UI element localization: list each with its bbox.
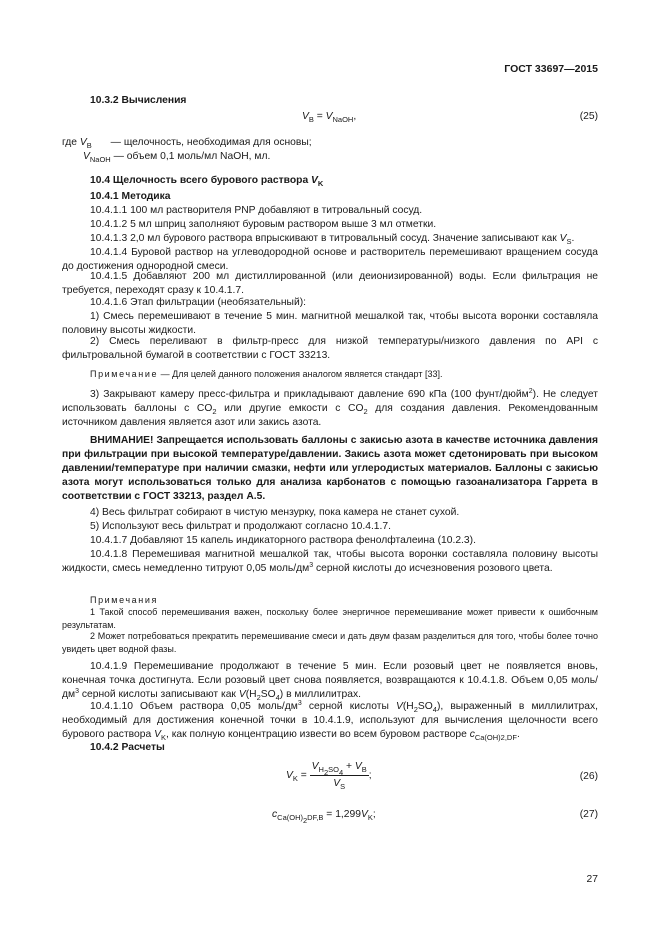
equation-26-fraction: $\frac{V_{H_2SO_4} + V_B}{V_S}$	[311, 761, 367, 791]
paragraph-step-4: 4) Весь фильтрат собирают в чистую мензурку, пока камера не станет сухой.	[90, 507, 460, 518]
section-heading-10-4-1: 10.4.1 Методика	[90, 191, 171, 202]
where-line-1: где $V_B$ — щелочность, необходимая для основы;	[62, 137, 312, 150]
paragraph-10-4-1-9: 10.4.1.9 Перемешивание продолжают в течение 5 мин. Если розовый цвет не появляется вновь, конечная точка достигнута. Если розовый цвет снова появляется, возвращаются к 10.4.1.8. Объем 0,05 моль/$дм^3$ серной кислоты записывают как $V(H_2SO_4)$ в миллилитрах.	[62, 661, 598, 702]
equation-26	[62, 760, 598, 796]
equation-25	[62, 110, 598, 128]
paragraph-10-4-1-10: 10.4.1.10 Объем раствора 0,05 моль/$дм^3$ серной кислоты $V(H_2SO_4)$, выраженный в миллилитрах, необходимый для достижения конечной точки в 10.4.1.9, используют для вычисления щелочности всего бурового раствора $V_K$, как полную концентрацию извести во всем буровом растворе $c_{Ca(OH)2,DF}$.	[62, 700, 598, 742]
warning-paragraph: ВНИМАНИЕ! Запрещается использовать баллоны с закисью азота в качестве источника давления при фильтрации при высокой температуре/давлении. Закись азота может сдетонировать при высоком давлении/температуре при наличии смазки, нефти или углеродистых материалов. Баллоны с закисью азота могут использоваться только для анализа карбонатов с помощью газоанализатора Гаррета в соответствии с ГОСТ 33213, раздел А.5.	[62, 435, 598, 502]
section-heading-10-4-2: 10.4.2 Расчеты	[90, 742, 165, 753]
equation-number: (27)	[579, 809, 598, 820]
paragraph-step-5: 5) Используют весь фильтрат и продолжают согласно 10.4.1.7.	[90, 521, 391, 532]
paragraph-10-4-1-3: 10.4.1.3 2,0 мл бурового раствора впрыскивают в титровальный сосуд. Значение записывают как $V_S$.	[90, 233, 575, 246]
notes-heading: Примечания	[90, 595, 158, 605]
paragraph-10-4-1-1: 10.4.1.1 100 мл растворителя PNP добавляют в титровальный сосуд.	[90, 205, 423, 216]
document-page	[62, 0, 598, 935]
paragraph-10-4-1-8: 10.4.1.8 Перемешивая магнитной мешалкой так, чтобы высота воронки составляла половину высоты жидкости, смесь немедленно титруют 0,05 моль/$дм^3$ серной кислоты до исчезновения розового цвета.	[62, 549, 598, 574]
paragraph-10-4-1-5: 10.4.1.5 Добавляют 200 мл дистиллированной (или деионизированной) воды. Если фильтрация не требуется, переходят сразу к 10.4.1.7.	[62, 271, 598, 296]
note-1: Примечание — Для целей данного положения аналогом является стандарт [33].	[90, 369, 443, 379]
paragraph-10-4-1-7: 10.4.1.7 Добавляют 15 капель индикаторного раствора фенолфталеина (10.2.3).	[90, 535, 476, 546]
equation-27-formula: $c_{Ca(OH)_2DF,B} = 1,299V_K$;	[272, 809, 376, 825]
where-line-2: $V_{NaOH}$ — объем 0,1 моль/мл NaOH, мл.	[83, 151, 271, 164]
equation-26-formula: $V_K$ = $\frac{V_{H_2SO_4} + V_B}{V_S}$ ;	[286, 761, 372, 791]
equation-25-formula: $V_B = V_{NaOH}$,	[302, 111, 357, 124]
note-item-2: 2 Может потребоваться прекратить перемешивание смеси и дать двум фазам разделиться для того, чтобы более точно увидеть цвет водной фазы.	[62, 631, 598, 654]
paragraph-10-4-1-4: 10.4.1.4 Буровой раствор на углеводородной основе и растворитель перемешивают вращением сосуда до достижения однородной смеси.	[62, 247, 598, 272]
paragraph-step-2: 2) Смесь переливают в фильтр-пресс для низкой температуры/низкого давления по API с фильтровальной бумагой в соответствии с ГОСТ 33213.	[62, 336, 598, 361]
equation-27	[62, 808, 598, 826]
equation-number: (25)	[579, 111, 598, 122]
paragraph-10-4-1-6: 10.4.1.6 Этап фильтрации (необязательный):	[90, 297, 306, 308]
paragraph-step-1: 1) Смесь перемешивают в течение 5 мин. магнитной мешалкой так, чтобы высота воронки составляла половину высоты жидкости.	[62, 311, 598, 336]
paragraph-step-3: 3) Закрывают камеру пресс-фильтра и прикладывают давление 690 кПа (100 фунт/дюйм$^2$). Не следует использовать баллоны с $CO_2$ или другие емкости с $CO_2$ для создания давления. Рекомендованным источником давления является азот или закись азота.	[62, 388, 598, 428]
note-item-1: 1 Такой способ перемешивания важен, поскольку более энергичное перемешивание может привести к ошибочным результатам.	[62, 607, 598, 630]
paragraph-10-4-1-2: 10.4.1.2 5 мл шприц заполняют буровым раствором выше 3 мл отметки.	[90, 219, 437, 230]
equation-number: (26)	[579, 771, 598, 782]
page-number: 27	[586, 874, 598, 885]
section-heading-10-3-2: 10.3.2 Вычисления	[90, 95, 187, 106]
section-heading-10-4: 10.4 Щелочность всего бурового раствора $V_K$	[90, 175, 324, 188]
standard-number: ГОСТ 33697—2015	[504, 63, 598, 75]
